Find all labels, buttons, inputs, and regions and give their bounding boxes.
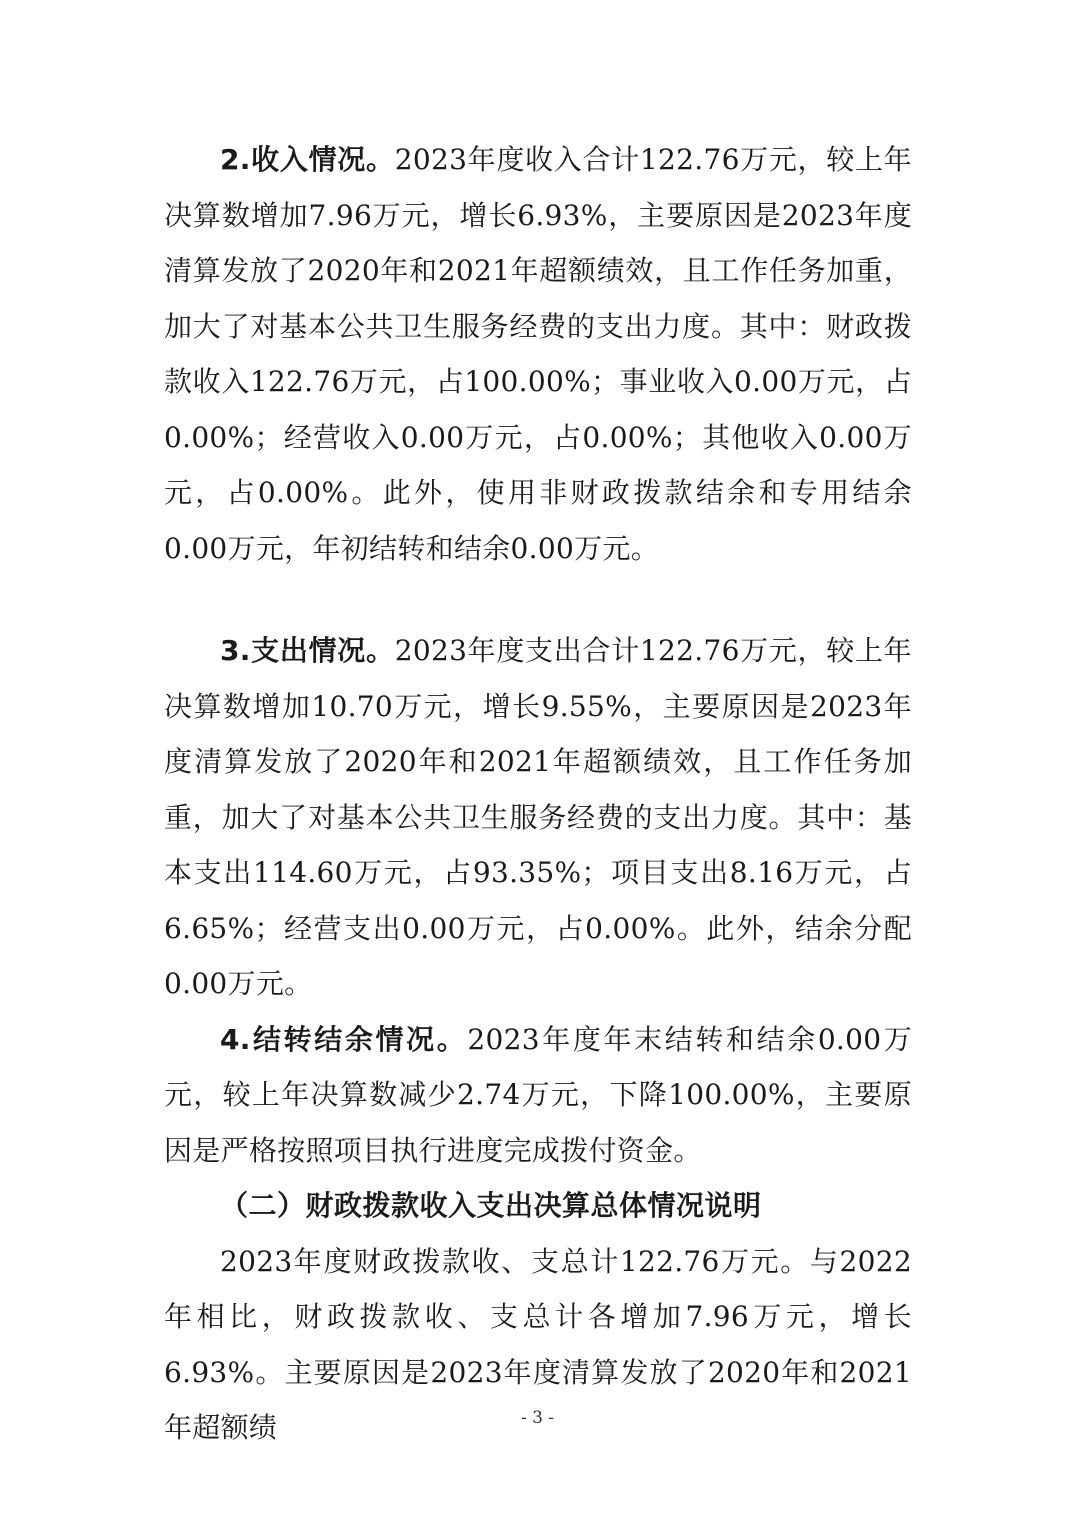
- carryover-text: 2023年度年末结转和结余0.00万元，较上年决算数减少2.74万元，下降100.00%，主要原因是严格按照项目执行进度完成拨付资金。: [164, 1022, 912, 1167]
- expense-heading: 3.支出情况。: [220, 634, 395, 667]
- expense-text: 2023年度支出合计122.76万元，较上年决算数增加10.70万元，增长9.55%，主要原因是2023年度清算发放了2020年和2021年超额绩效，且工作任务加重，加大了对基本公共卫生服务经费的支出力度。其中：基本支出114.60万元，占93.35%；项目支出8.16万元，占6.65%；经营支出0.00万元，占0.00%。此外，结余分配0.00万元。: [164, 634, 912, 1000]
- income-text: 2023年度收入合计122.76万元，较上年决算数增加7.96万元，增长6.93%，主要原因是2023年度清算发放了2020年和2021年超额绩效，且工作任务加重，加大了对基本公共卫生服务经费的支出力度。其中：财政拨款收入122.76万元，占100.00%；事业收入0.00万元，占0.00%；经营收入0.00万元，占0.00%；其他收入0.00万元，占0.00%。此外，使用非财政拨款结余和专用结余0.00万元，年初结转和结余0.00万元。: [164, 143, 912, 565]
- carryover-paragraph: [164, 1012, 912, 1179]
- page-number: - 3 -: [520, 1408, 555, 1428]
- expense-paragraph: [164, 623, 912, 1012]
- income-heading: 2.收入情况。: [220, 143, 395, 176]
- fiscal-paragraph: 2023年度财政拨款收、支总计122.76万元。与2022年相比，财政拨款收、支总计各增加7.96万元，增长6.93%。主要原因是2023年度清算发放了2020年和2021年超额绩: [164, 1244, 912, 1444]
- document-body: [164, 132, 912, 1456]
- income-paragraph: [164, 132, 912, 576]
- carryover-heading: 4.结转结余情况。: [220, 1022, 468, 1056]
- fiscal-section-title: （二）财政拨款收入支出决算总体情况说明: [220, 1189, 762, 1222]
